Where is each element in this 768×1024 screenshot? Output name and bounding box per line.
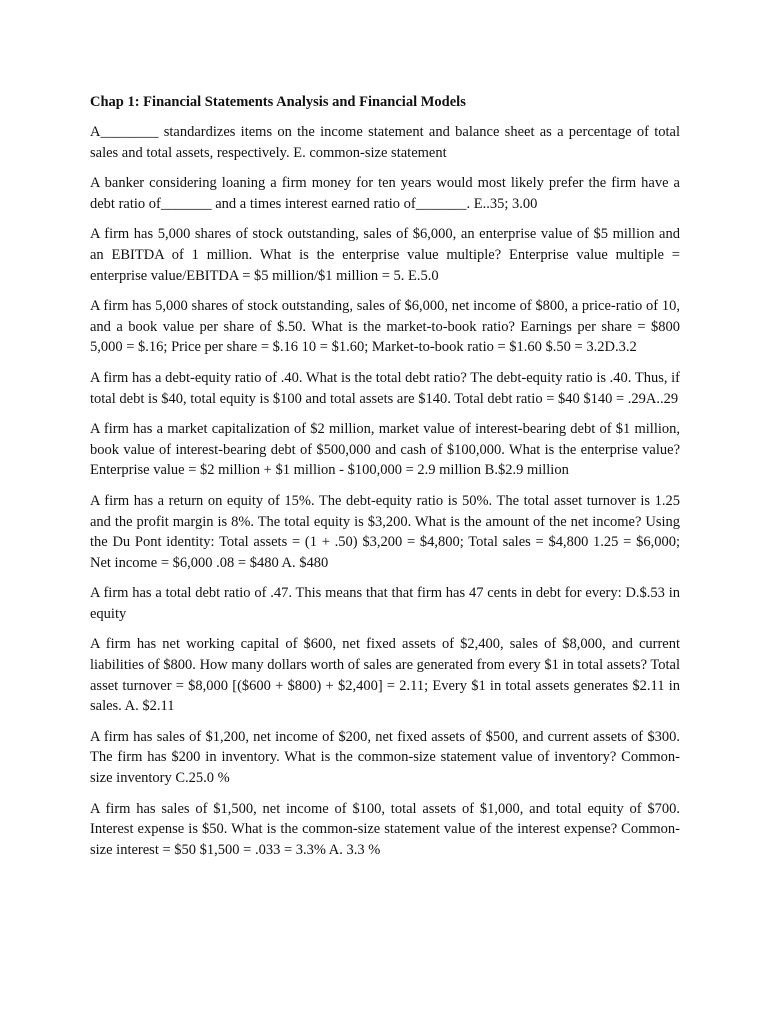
question-paragraph-2: A banker considering loaning a firm money for ten years would most likely prefer the firm have a debt ratio of_______ and a times interest earned ratio of_______. E..35; 3.00	[90, 175, 680, 212]
question-paragraph-10: A firm has sales of $1,200, net income of $200, net fixed assets of $500, and current assets of $300. The firm has $200 in inventory. What is the common-size statement value of inventory? Common-size inventory C.25.0 %	[90, 728, 680, 787]
page-title: Chap 1: Financial Statements Analysis and Financial Models	[90, 94, 466, 110]
question-paragraph-9: A firm has net working capital of $600, net fixed assets of $2,400, sales of $8,000, and current liabilities of $800. How many dollars worth of sales are generated from every $1 in total assets? Total asset turnover = $8,000 [($600 + $800) + $2,400] = 2.11; Every $1 in total assets generates $2.11 in sales. A. $2.11	[90, 636, 680, 715]
document-page	[90, 92, 680, 870]
question-paragraph-8: A firm has a total debt ratio of .47. This means that that firm has 47 cents in debt for every: D.$.53 in equity	[90, 585, 680, 622]
question-paragraph-1: A________ standardizes items on the income statement and balance sheet as a percentage of total sales and total assets, respectively. E. common-size statement	[90, 124, 680, 161]
question-paragraph-5: A firm has a debt-equity ratio of .40. What is the total debt ratio? The debt-equity ratio is .40. Thus, if total debt is $40, total equity is $100 and total assets are $140. Total debt ratio = $40 $140 = .29A..29	[90, 369, 680, 407]
question-paragraph-7: A firm has a return on equity of 15%. The debt-equity ratio is 50%. The total asset turnover is 1.25 and the profit margin is 8%. The total equity is $3,200. What is the amount of the net income? Using the Du Pont identity: Total assets = (1 + .50) $3,200 = $4,800; Total sales = $4,800 1.25 = $6,000; Net income = $6,000 .08 = $480 A. $480	[90, 492, 680, 571]
question-paragraph-11: A firm has sales of $1,500, net income of $100, total assets of $1,000, and total equity of $700. Interest expense is $50. What is the common-size statement value of the interest expense? Common-size interest = $50 $1,500 = .033 = 3.3% A. 3.3 %	[90, 800, 680, 858]
question-paragraph-3: A firm has 5,000 shares of stock outstanding, sales of $6,000, an enterprise value of $5 million and an EBITDA of 1 million. What is the enterprise value multiple? Enterprise value multiple = enterprise value/EBITDA = $5 million/$1 million = 5. E.5.0	[90, 226, 680, 284]
question-paragraph-4: A firm has 5,000 shares of stock outstanding, sales of $6,000, net income of $800, a price-ratio of 10, and a book value per share of $.50. What is the market-to-book ratio? Earnings per share = $800 5,000 = $.16; Price per share = $.16 10 = $1.60; Market-to-book ratio = $1.60 $.50 = 3.2D.3.2	[90, 298, 680, 356]
question-paragraph-6: A firm has a market capitalization of $2 million, market value of interest-bearing debt of $1 million, book value of interest-bearing debt of $500,000 and cash of $100,000. What is the enterprise value? Enterprise value = $2 million + $1 million - $100,000 = 2.9 million B.$2.9 million	[90, 421, 680, 479]
